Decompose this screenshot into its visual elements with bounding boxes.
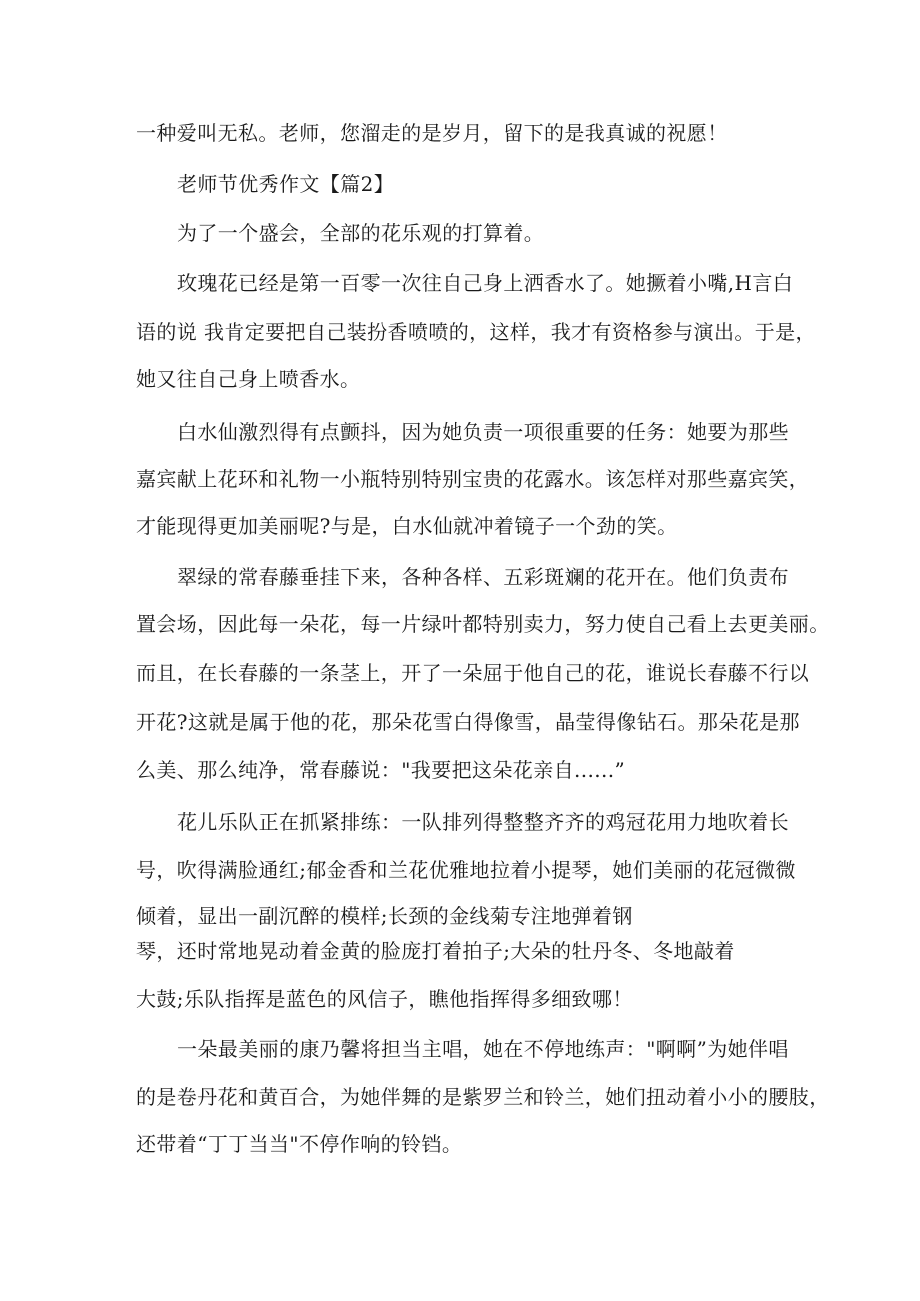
- paragraph-line: 置会场，因此每一朵花，每一片绿叶都特别卖力，努力使自己看上去更美丽。: [136, 612, 830, 636]
- paragraph-line: 玫瑰花已经是第一百零一次往自己身上洒香水了。她撅着小嘴,H言白: [177, 271, 794, 295]
- paragraph-line: 的是卷丹花和黄百合，为她伴舞的是紫罗兰和铃兰，她们扭动着小小的腰肢，: [136, 1085, 830, 1109]
- paragraph-line: 一朵最美丽的康乃馨将担当主唱，她在不停地练声："啊啊”为她伴唱: [177, 1037, 789, 1061]
- paragraph-line: 大鼓;乐队指挥是蓝色的风信子，瞧他指挥得多细致哪！: [136, 987, 633, 1011]
- paragraph-line: 才能现得更加美丽呢?与是，白水仙就冲着镜子一个劲的笑。: [136, 514, 678, 538]
- paragraph-line: 倾着，显出一副沉醉的模样;长颈的金线菊专注地弹着钢: [136, 904, 633, 928]
- paragraph-line: 花儿乐队正在抓紧排练：一队排列得整整齐齐的鸡冠花用力地吹着长: [177, 810, 789, 834]
- paragraph-line: 嘉宾献上花环和礼物一小瓶特别特别宝贵的花露水。该怎样对那些嘉宾笑，: [136, 467, 810, 491]
- paragraph-line: 翠绿的常春藤垂挂下来，各种各样、五彩斑斓的花开在。他们负责布: [177, 565, 789, 589]
- paragraph-line: 而且，在长春藤的一条茎上，开了一朵屈于他自己的花，谁说长春藤不行以: [136, 661, 810, 685]
- paragraph-line: 为了一个盛会，全部的花乐观的打算着。: [177, 221, 545, 245]
- paragraph-line: 琴，还时常地晃动着金黄的脸庞打着拍子;大朵的牡丹冬、冬地敲着: [136, 939, 735, 963]
- paragraph-line: 语的说 我肯定要把自己装扮香喷喷的，这样，我才有资格参与演出。于是，: [136, 320, 816, 344]
- paragraph-line: 她又往自己身上喷香水。: [136, 367, 361, 391]
- paragraph-line: 白水仙激烈得有点颤抖，因为她负责一项很重要的任务：她要为那些: [177, 420, 789, 444]
- section-heading: 老师节优秀作文【篇2】: [177, 172, 395, 196]
- paragraph-line: 一种爱叫无私。老师，您溜走的是岁月，留下的是我真诚的祝愿！: [136, 121, 728, 145]
- paragraph-line: 么美、那么纯净，常春藤说："我要把这朵花亲自......”: [136, 758, 626, 782]
- paragraph-line: 还带着“丁丁当当"不停作响的铃铛。: [136, 1132, 463, 1156]
- paragraph-line: 号，吹得满脸通红;郁金香和兰花优雅地拉着小提琴，她们美丽的花冠微微: [136, 858, 796, 882]
- paragraph-line: 开花?这就是属于他的花，那朵花雪白得像雪，晶莹得像钻石。那朵花是那: [136, 710, 800, 734]
